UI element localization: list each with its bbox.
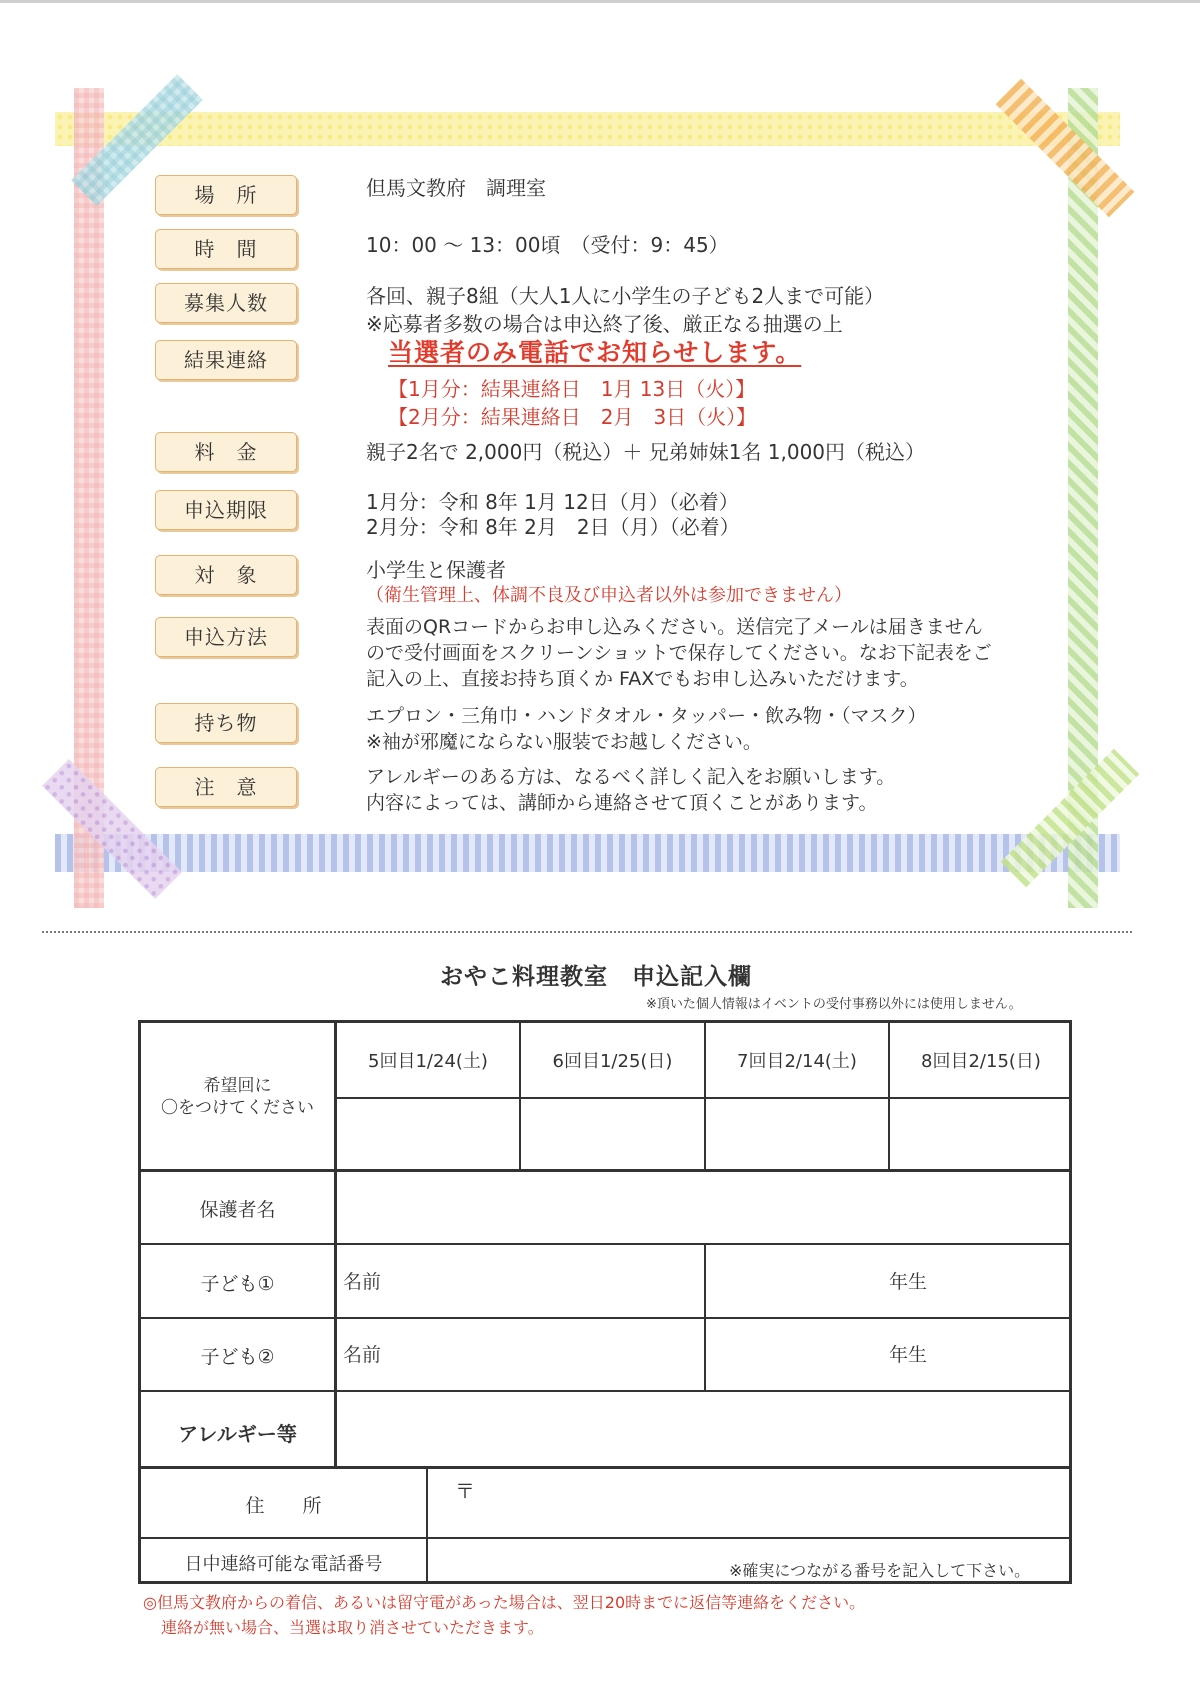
fee-text: 親子2名で 2,000円（税込）＋ 兄弟姉妹1名 1,000円（税込） <box>366 440 926 464</box>
postal-mark: 〒 <box>455 1479 475 1503</box>
grid-line <box>141 1317 1072 1319</box>
time-text: 10：00 ～ 13：00頃 （受付：9：45） <box>366 233 729 257</box>
top-rule <box>0 0 1200 3</box>
child1-grade-label: 年生 <box>889 1271 928 1293</box>
grid-line <box>704 1243 706 1390</box>
label-venue: 場 所 <box>155 175 297 215</box>
capacity-text: 各回、親子8組（大人1人に小学生の子ども2人まで可能） <box>366 284 885 308</box>
deadline-feb: 2月分：令和 8年 2月 2日（月）（必着） <box>366 515 740 539</box>
caution-line2: 内容によっては、講師から連絡させて頂くことがあります。 <box>366 792 878 814</box>
allergy-label: アレルギー等 <box>178 1422 297 1446</box>
child2-label: 子ども② <box>200 1346 275 1368</box>
clothing-note: ※袖が邪魔にならない服装でお越しください。 <box>366 731 762 753</box>
label-deadline: 申込期限 <box>155 490 297 530</box>
grid-line <box>704 1023 706 1169</box>
grid-line <box>519 1023 521 1169</box>
caution-line1: アレルギーのある方は、なるべく詳しく記入をお願いします。 <box>366 766 896 788</box>
lottery-note: ※応募者多数の場合は申込終了後、厳正なる抽選の上 <box>366 312 843 336</box>
grid-line <box>141 1537 1072 1539</box>
child1-name-field[interactable] <box>387 1247 702 1315</box>
child1-name-label: 名前 <box>343 1271 382 1293</box>
session-6-header: 6回目1/25(日) <box>552 1051 673 1072</box>
label-time: 時 間 <box>155 229 297 269</box>
target-text: 小学生と保護者 <box>366 558 506 582</box>
target-note: （衛生管理上、体調不良及び申込者以外は参加できません） <box>366 585 852 606</box>
label-capacity: 募集人数 <box>155 283 297 323</box>
label-caution: 注 意 <box>155 767 297 807</box>
grid-line <box>334 1023 337 1466</box>
session-5-header: 5回目1/24(土) <box>368 1051 488 1072</box>
result-date-jan: 【1月分：結果連絡日 1月 13日（火）】 <box>388 377 756 401</box>
child2-name-label: 名前 <box>343 1344 382 1366</box>
label-result: 結果連絡 <box>155 340 297 380</box>
grid-line <box>141 1243 1072 1245</box>
child2-grade-field[interactable] <box>708 1321 886 1388</box>
label-target: 対 象 <box>155 555 297 595</box>
label-fee: 料 金 <box>155 432 297 472</box>
belongings-text: エプロン・三角巾・ハンドタオル・タッパー・飲み物・（マスク） <box>366 705 927 727</box>
grid-line <box>141 1390 1072 1392</box>
session-select-label <box>141 1075 334 1119</box>
label-apply-method: 申込方法 <box>155 617 297 657</box>
winner-notice: 当選者のみ電話でお知らせします。 <box>388 338 802 367</box>
label-belongings: 持ち物 <box>155 703 297 743</box>
session-label-line2: 〇をつけてください <box>161 1098 314 1118</box>
guardian-label: 保護者名 <box>199 1199 276 1221</box>
grid-line <box>141 1466 1072 1469</box>
session-7-header: 7回目2/14(土) <box>737 1051 857 1072</box>
result-date-feb: 【2月分：結果連絡日 2月 3日（火）】 <box>388 405 757 429</box>
session-8-header: 8回目2/15(日) <box>921 1051 1041 1072</box>
phone-note: ※確実につながる番号を記入して下さい。 <box>729 1561 1031 1580</box>
session-8-circle-field[interactable] <box>892 1101 1070 1167</box>
grid-line <box>334 1097 1072 1099</box>
session-7-circle-field[interactable] <box>708 1101 886 1167</box>
privacy-note: ※頂いた個人情報はイベントの受付事務以外には使用しません。 <box>646 997 1022 1012</box>
child2-name-field[interactable] <box>387 1321 702 1388</box>
allergy-field[interactable] <box>339 1394 1070 1464</box>
guardian-name-field[interactable] <box>339 1174 1070 1241</box>
session-6-circle-field[interactable] <box>523 1101 702 1167</box>
washi-tape-corner-top-right <box>996 79 1135 218</box>
form-title: おやこ料理教室 申込記入欄 <box>440 964 752 990</box>
phone-label: 日中連絡可能な電話番号 <box>184 1554 383 1575</box>
callback-notice-line2: 連絡が無い場合、当選は取り消させていただきます。 <box>161 1618 544 1637</box>
child1-label: 子ども① <box>200 1273 275 1295</box>
grid-line <box>426 1469 428 1584</box>
grid-line <box>141 1169 1072 1172</box>
apply-method-line2: ので受付画面をスクリーンショットで保存してください。なお下記表をご <box>366 642 992 664</box>
apply-method-line1: 表面のQRコードからお申し込みください。送信完了メールは届きません <box>366 616 983 638</box>
callback-notice <box>143 1590 865 1640</box>
venue-text: 但馬文教府 調理室 <box>366 176 546 200</box>
session-label-line1: 希望回に <box>203 1076 272 1096</box>
apply-method-line3: 記入の上、直接お持ち頂くか FAXでもお申し込みいただけます。 <box>366 668 919 690</box>
application-form <box>138 1020 1072 1584</box>
callback-notice-line1: ◎但馬文教府からの着信、あるいは留守電があった場合は、翌日20時までに返信等連絡をください。 <box>143 1593 866 1612</box>
cut-line <box>42 931 1132 933</box>
child1-grade-field[interactable] <box>708 1247 886 1315</box>
address-field[interactable] <box>431 1471 1070 1535</box>
grid-line <box>888 1023 890 1169</box>
child2-grade-label: 年生 <box>889 1344 928 1366</box>
washi-tape-top <box>55 112 1120 146</box>
address-label: 住 所 <box>245 1495 322 1517</box>
deadline-jan: 1月分：令和 8年 1月 12日（月）（必着） <box>366 490 739 514</box>
washi-tape-bottom <box>55 834 1120 872</box>
session-5-circle-field[interactable] <box>339 1101 517 1167</box>
